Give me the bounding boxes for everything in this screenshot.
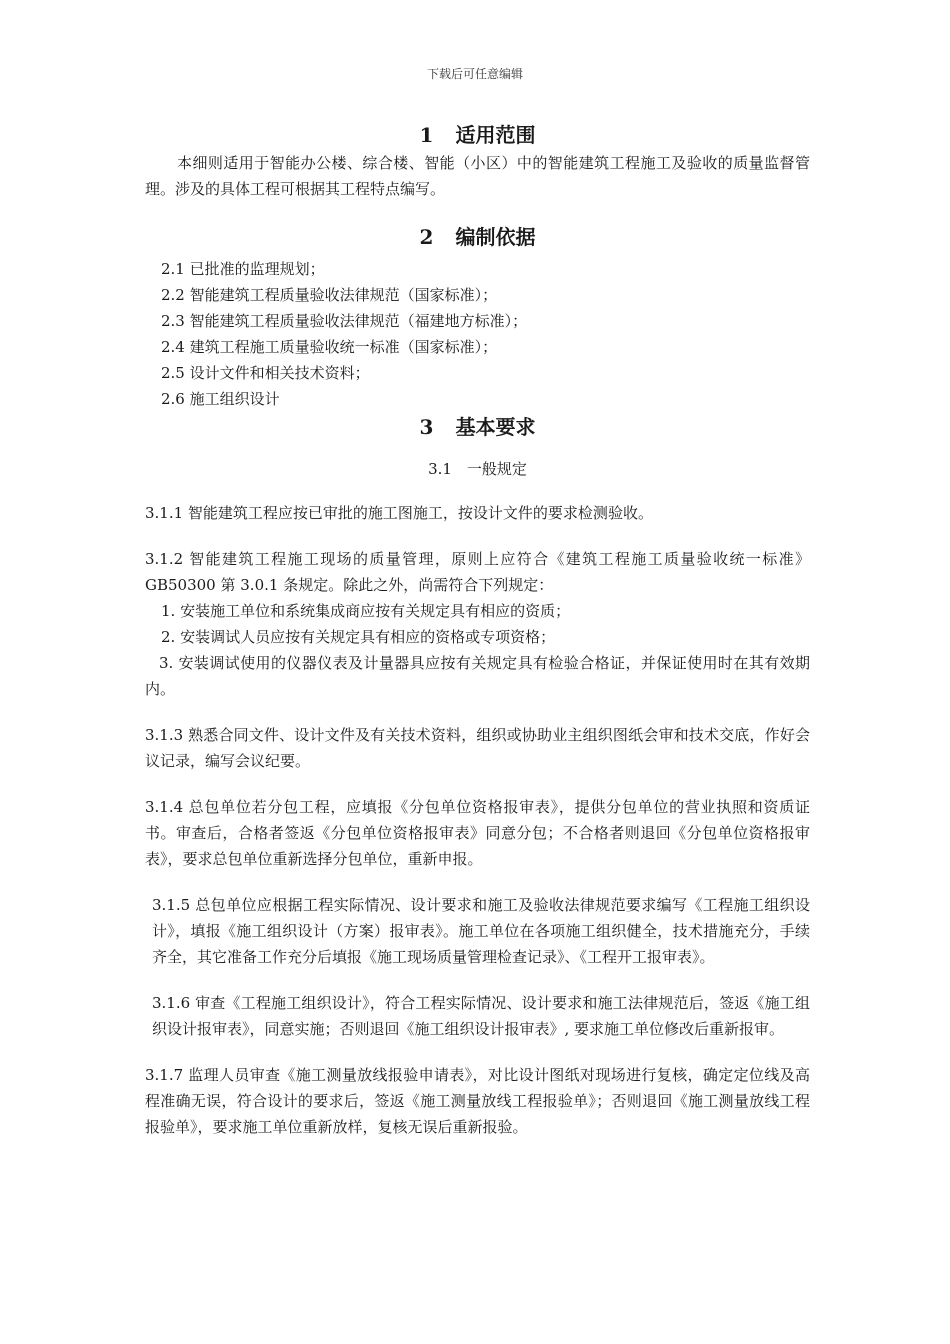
- page-header-note: 下载后可任意编辑: [426, 67, 523, 81]
- clause-3-1-4: 3.1.4 总包单位若分包工程，应填报《分包单位资格报审表》，提供分包单位的营业执照和资质证书。审查后，合格者签返《分包单位资格报审表》同意分包；不合格者则退回《分包单位资格报审表》，要求总包单位重新选择分包单位，重新申报。: [145, 798, 810, 868]
- section-3-number: 3: [419, 415, 434, 439]
- section-1-title: 适用范围: [455, 123, 536, 147]
- section-2-number: 2: [419, 225, 434, 249]
- basis-item: 2.3 智能建筑工程质量验收法律规范（福建地方标准）；: [161, 312, 528, 330]
- clause-3-1-2-item: 3. 安装调试使用的仪器仪表及计量器具应按有关规定具有检验合格证，并保证使用时在其有效期内。: [145, 654, 810, 698]
- basis-item: 2.5 设计文件和相关技术资料；: [161, 364, 370, 382]
- section-3-title: 基本要求: [455, 415, 536, 439]
- clause-3-1-2-item: 1. 安装施工单位和系统集成商应按有关规定具有相应的资质；: [161, 602, 571, 620]
- basis-item: 2.2 智能建筑工程质量验收法律规范（国家标准）；: [161, 286, 498, 304]
- section-1-body: 本细则适用于智能办公楼、综合楼、智能（小区）中的智能建筑工程施工及验收的质量监督管理。涉及的具体工程可根据其工程特点编写。: [145, 154, 810, 198]
- clause-3-1-7: 3.1.7 监理人员审查《施工测量放线报验申请表》，对比设计图纸对现场进行复核，确定定位线及高程准确无误，符合设计的要求后，签返《施工测量放线工程报验单》；否则退回《施工测量放线工程报验单》，要求施工单位重新放样，复核无误后重新报验。: [145, 1066, 810, 1136]
- basis-item: 2.1 已批准的监理规划；: [161, 260, 325, 278]
- subsection-3-1-heading: 3.1 一般规定: [428, 460, 527, 478]
- section-2-title: 编制依据: [455, 225, 536, 249]
- section-1-number: 1: [419, 123, 434, 147]
- basis-item: 2.4 建筑工程施工质量验收统一标准（国家标准）；: [161, 338, 498, 356]
- section-2-heading: [145, 222, 810, 252]
- clause-3-1-1: 3.1.1 智能建筑工程应按已审批的施工图施工，按设计文件的要求检测验收。: [145, 504, 653, 522]
- clause-3-1-5: 3.1.5 总包单位应根据工程实际情况、设计要求和施工及验收法律规范要求编写《工程施工组织设计》，填报《施工组织设计（方案）报审表》。施工单位在各项施工组织健全，技术措施充分，手续齐全，其它准备工作充分后填报《施工现场质量管理检查记录》、《工程开工报审表》。: [152, 896, 810, 966]
- section-3-heading: [145, 412, 810, 442]
- clause-3-1-2: 3.1.2 智能建筑工程施工现场的质量管理，原则上应符合《建筑工程施工质量验收统一标准》GB50300 第 3.0.1 条规定。除此之外，尚需符合下列规定：: [145, 550, 810, 594]
- basis-item: 2.6 施工组织设计: [161, 390, 280, 408]
- clause-3-1-2-item: 2. 安装调试人员应按有关规定具有相应的资格或专项资格；: [161, 628, 556, 646]
- clause-3-1-6: 3.1.6 审查《工程施工组织设计》，符合工程实际情况、设计要求和施工法律规范后，签返《施工组织设计报审表》，同意实施；否则退回《施工组织设计报审表》, 要求施工单位修改后重新报审。: [152, 994, 810, 1038]
- section-1-heading: [145, 120, 810, 150]
- document-body: [145, 120, 810, 1140]
- clause-3-1-3: 3.1.3 熟悉合同文件、设计文件及有关技术资料，组织或协助业主组织图纸会审和技术交底，作好会议记录，编写会议纪要。: [145, 726, 810, 770]
